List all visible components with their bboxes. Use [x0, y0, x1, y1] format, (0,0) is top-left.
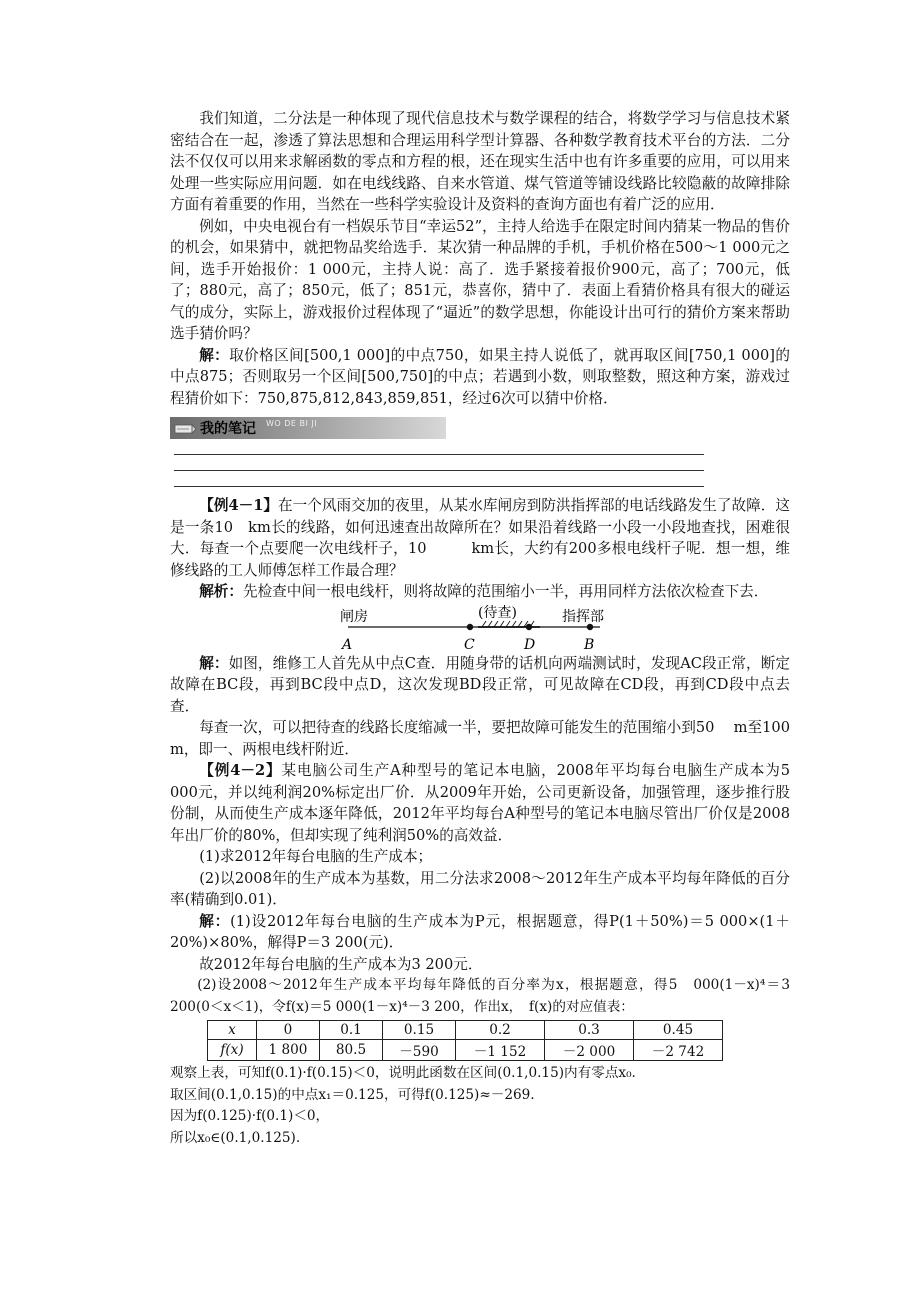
note-line: [174, 439, 704, 455]
solution-1-conclusion: 故2012年每台电脑的生产成本为3 200元．: [199, 955, 483, 973]
solution-label: 解：: [199, 654, 229, 672]
label-d: D: [524, 636, 536, 653]
analysis-text: 先检查中间一根电线杆，则将故障的范围缩小一半，再用同样方法依次检查下去．: [242, 583, 769, 600]
example-label: 【例4－2】: [199, 762, 282, 779]
table-cell: 0.15: [383, 1021, 456, 1040]
table-cell: －1 152: [456, 1040, 545, 1061]
note-line: [174, 471, 704, 487]
note-line: [174, 455, 704, 471]
solution-text: 如图，维修工人首先从中点C查．用随身带的话机向两端测试时，发现AC段正常，断定故障在BC段，再到BC段中点D，这次发现BD段正常，可见故障在CD段，再到CD段中点去查．: [170, 654, 790, 715]
point-c: [467, 623, 473, 629]
line-diagram: [170, 605, 790, 653]
table-cell: 0.1: [320, 1021, 383, 1040]
table-cell: －2 742: [634, 1040, 723, 1061]
intro-solution: [170, 345, 790, 410]
notes-title: 我的笔记: [200, 421, 256, 437]
label-daicha: (待查): [478, 604, 517, 621]
example-text: 某电脑公司生产A种型号的笔记本电脑，2008年平均每台电脑生产成本为5 000元，并以纯利润20%标定出厂价．从2009年开始，公司更新设备，加强管理，逐步推行股份制，从而使生产成本逐年降低，2012年平均每台A种型号的笔记本电脑尽管出厂价仅是2008年出厂价的80%，但却实现了纯利润50%的高效益．: [170, 762, 791, 844]
example-4-2: [170, 760, 790, 846]
intro-paragraph: 我们知道，二分法是一种体现了现代信息技术与数学课程的结合，将数学学习与信息技术紧密结合在一起，渗透了算法思想和合理运用科学型计算器、各种数学教育技术平台的方法．二分法不仅仅可以用来求解函数的零点和方程的根，还在现实生活中也有许多重要的应用，可以用来处理一些实际应用问题．如在电线线路、自来水管道、煤气管道等铺设线路比较隐蔽的故障排除方面有着重要的作用，当然在一些科学实验设计及资料的查询方面也有着广泛的应用．: [170, 110, 790, 213]
pencil-icon: [174, 420, 196, 436]
line-diagram-svg: [170, 605, 790, 653]
example-4-1: [170, 495, 790, 581]
solution-text: (1)设2012年每台电脑的生产成本为P元，根据题意，得P(1＋50%)＝5 000×(1＋20%)×80%，解得P＝3 200(元)．: [170, 912, 790, 951]
notes-header: [170, 417, 446, 439]
example-4-1-solution: [170, 653, 790, 718]
solution-label: 解：: [199, 346, 230, 364]
table-cell: 0.3: [545, 1021, 634, 1040]
table-cell: 0.2: [456, 1021, 545, 1040]
label-c: C: [464, 636, 475, 653]
notes-subtitle: WO DE BI JI: [266, 419, 318, 428]
table-cell: x: [208, 1021, 257, 1040]
therefore-line: 所以x₀∈(0.1,0.125).: [170, 1129, 301, 1146]
label-zhafang: 闸房: [340, 608, 368, 625]
table-row: [208, 1040, 723, 1061]
label-b: B: [584, 636, 595, 653]
table-row: [208, 1021, 723, 1040]
observation-line: 观察上表，可知f(0.1)·f(0.15)＜0，说明此函数在区间(0.1,0.15)内有零点x₀.: [170, 1065, 636, 1081]
solution-text: 取价格区间[500,1 000]的中点750，如果主持人说低了，就再取区间[750,1 000]的中点875；否则取另一个区间[500,750]的中点；若遇到小数，则取整数，照这种方案，游戏过程猜价如下：750,875,812,843,859,851，经过6次可以猜中价格．: [170, 346, 790, 407]
midpoint-line: 取区间(0.1,0.15)的中点x₁＝0.125，可得f(0.125)≈－269.: [170, 1086, 535, 1103]
analysis-label: 解析：: [199, 583, 243, 600]
table-cell: f(x): [208, 1040, 257, 1061]
value-table: [207, 1020, 723, 1061]
table-cell: －590: [383, 1040, 456, 1061]
because-line: 因为f(0.125)·f(0.1)＜0，: [170, 1108, 330, 1124]
question-1: (1)求2012年每台电脑的生产成本；: [199, 848, 433, 865]
example-4-1-conclusion: 每查一次，可以把待查的线路长度缩减一半，要把故障可能发生的范围缩小到50 m至100 m，即一、两根电线杆附近．: [170, 719, 790, 758]
example-text: 在一个风雨交加的夜里，从某水库闸房到防洪指挥部的电话线路发生了故障．这是一条10 km长的线路，如何迅速查出故障所在？如果沿着线路一小段一小段地查找，困难很大．每查一个点要爬一次电线杆子，10 km长，大约有200多根电线杆子呢．想一想，维修线路的工人师傅怎样工作最合理？: [170, 497, 790, 579]
solution-2: (2)设2008～2012年生产成本平均每年降低的百分率为x，根据题意，得5 000(1－x)⁴＝3 200(0＜x＜1)，令f(x)＝5 000(1－x)⁴－3 200，作出x， f(x)的对应值表：: [170, 977, 790, 1015]
page-content: [170, 108, 790, 1149]
label-a: A: [342, 636, 353, 653]
solution-label: 解：: [199, 912, 231, 930]
analysis: [170, 581, 790, 603]
question-2: (2)以2008年的生产成本为基数，用二分法求2008～2012年生产成本平均每年降低的百分率(精确到0.01)．: [170, 869, 790, 908]
table-cell: 0.45: [634, 1021, 723, 1040]
example-label: 【例4－1】: [199, 497, 279, 514]
table-cell: 1 800: [257, 1040, 320, 1061]
table-cell: 80.5: [320, 1040, 383, 1061]
solution-1: [170, 911, 790, 954]
point-d: [526, 623, 532, 629]
label-zhihuibu: 指挥部: [562, 608, 604, 625]
example-paragraph: 例如，中央电视台有一档娱乐节目“幸运52”，主持人给选手在限定时间内猜某一物品的售价的机会，如果猜中，就把物品奖给选手．某次猜一种品牌的手机，手机价格在500～1 000元之间，选手开始报价：1 000元，主持人说：高了．选手紧接着报价900元，高了；700元，低了；880元，高了；850元，低了；851元，恭喜你，猜中了．表面上看猜价格具有很大的碰运气的成分，实际上，游戏报价过程体现了“逼近”的数学思想，你能设计出可行的猜价方案来帮助选手猜价吗？: [170, 217, 790, 342]
table-cell: 0: [257, 1021, 320, 1040]
table-cell: －2 000: [545, 1040, 634, 1061]
